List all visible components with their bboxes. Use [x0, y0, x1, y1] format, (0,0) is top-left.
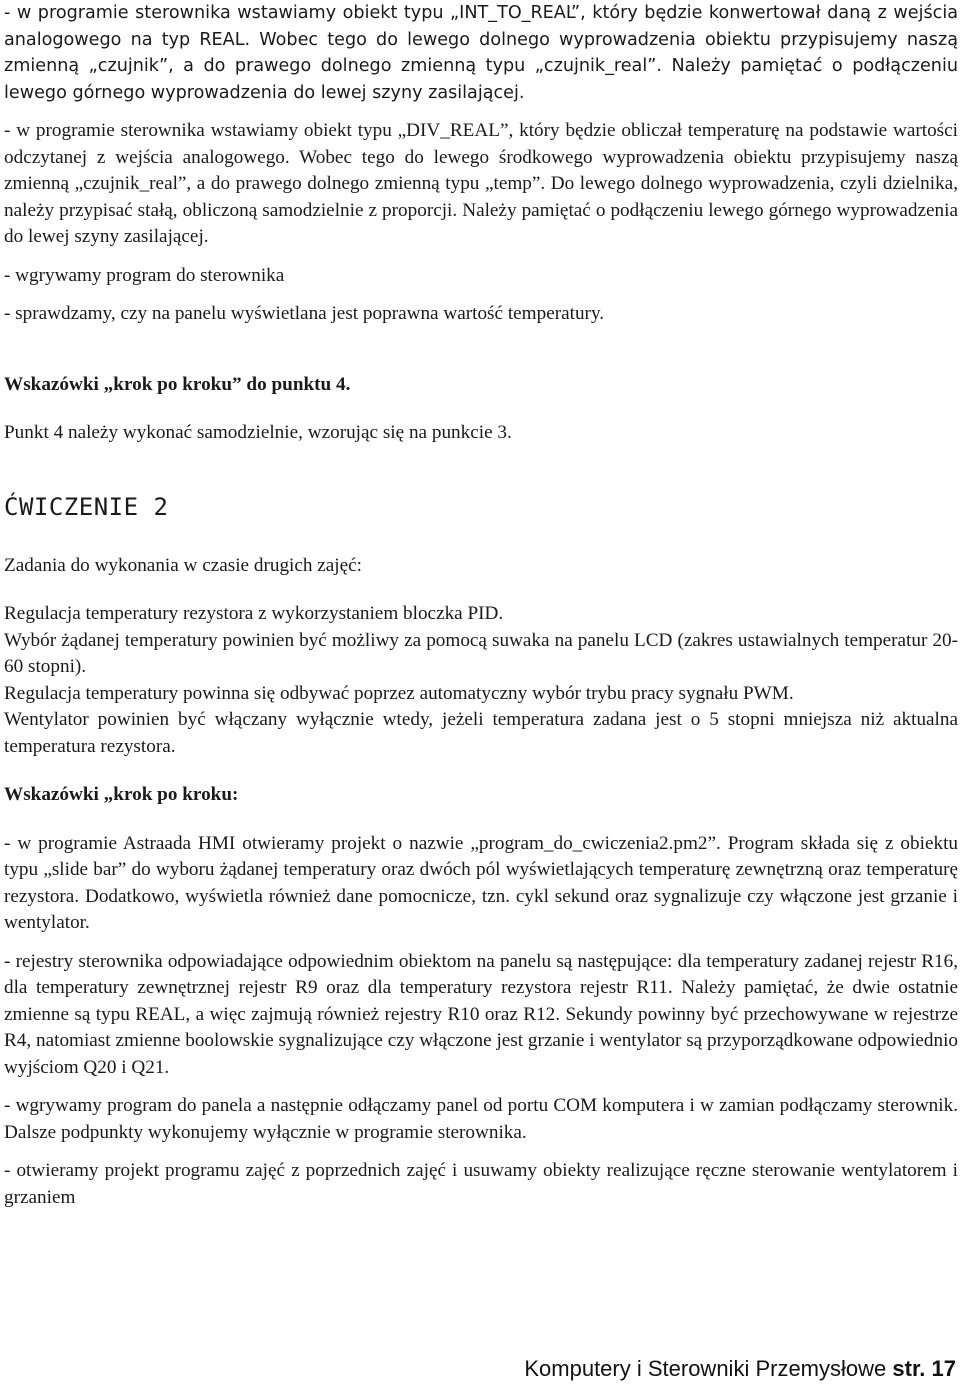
paragraph-upload-program: - wgrywamy program do sterownika: [4, 264, 285, 286]
hint-point-4-heading: Wskazówki „krok po kroku” do punktu 4.: [4, 373, 351, 395]
task-line-fan: Wentylator powinien być włączany wyłącznie wtedy, jeżeli temperatura zadana jest o 5 stopni mniejsza niż aktualna temperatura rezystora.: [4, 709, 958, 757]
step-upload-to-panel: - wgrywamy program do panela a następnie odłączamy panel od portu COM komputera i w zamian podłączamy sterownik. Dalsze podpunkty wykonujemy wyłącznie w programie sterownika.: [4, 1095, 958, 1143]
step-open-previous-project: - otwieramy projekt programu zajęć z poprzednich zajęć i usuwamy obiekty realizujące ręczne sterowanie wentylatorem i grzaniem: [4, 1160, 958, 1208]
step-registers: - rejestry sterownika odpowiadające odpowiednim obiektom na panelu są następujące: dla temperatury zadanej rejestr R16, dla temperatury zewnętrznej rejestr R9 oraz dla temperatury rezystora rejestr R11. Należy pamiętać, że dwie ostatnie zmienne są typu REAL, a więc zajmują również rejestry R10 oraz R12. Sekundy powinny być przechowywane w rejestrze R4, natomiast zmienne boolowskie sygnalizujące czy włączone jest grzanie i wentylator są przyporządkowane odpowiednio wyjściom Q20 i Q21.: [4, 950, 958, 1078]
step-open-hmi-project: - w programie Astraada HMI otwieramy projekt o nazwie „program_do_cwiczenia2.pm2”. Program składa się z obiektu typu „slide bar” do wyboru żądanej temperatury oraz dwóch pól wyświetlających temperaturę zewnętrzną oraz temperaturę rezystora. Dodatkowo, wyświetla również dane pomocnicze, tzn. cykl sekund oraz sygnalizuje czy włączone jest grzanie i wentylator.: [4, 832, 958, 933]
page-footer: [524, 1355, 956, 1383]
footer-course-name: Komputery i Sterowniki Przemysłowe: [524, 1356, 887, 1381]
paragraph-check-panel: - sprawdzamy, czy na panelu wyświetlana jest poprawna wartość temperatury.: [4, 303, 605, 324]
exercise-2-heading: ĆWICZENIE 2: [4, 492, 169, 521]
task-line-pwm: Regulacja temperatury powinna się odbywać poprzez automatyczny wybór trybu pracy sygnału PWM.: [4, 682, 794, 704]
document-page: [4, 0, 958, 1211]
task-line-slider: Wybór żądanej temperatury powinien być możliwy za pomocą suwaka na panelu LCD (zakres ustawialnych temperatur 20-60 stopni).: [4, 629, 958, 677]
hint-point-4-text: Punkt 4 należy wykonać samodzielnie, wzorując się na punkcie 3.: [4, 422, 512, 443]
paragraph-div-real: - w programie sterownika wstawiamy obiekt typu „DIV_REAL”, który będzie obliczał temperaturę na podstawie wartości odczytanej z wejścia analogowego. Wobec tego do lewego środkowego wyprowadzenia obiektu przypisujemy naszą zmienną „czujnik_real”, a do prawego dolnego zmienną typu „temp”. Do lewego dolnego wyprowadzenia, czyli dzielnika, należy przypisać stałą, obliczoną samodzielnie z proporcji. Należy pamiętać o podłączeniu lewego górnego wyprowadzenia do lewej szyny zasilającej.: [4, 120, 958, 247]
paragraph-int-to-real: - w programie sterownika wstawiamy obiekt typu „INT_TO_REAL”, który będzie konwertował daną z wejścia analogowego na typ REAL. Wobec tego do lewego dolnego wyprowadzenia obiektu przypisujemy naszą zmienną „czujnik”, a do prawego dolnego zmienną typu „czujnik_real”. Należy pamiętać o podłączeniu lewego górnego wyprowadzenia do lewej szyny zasilającej.: [4, 3, 958, 103]
task-line-pid: Regulacja temperatury rezystora z wykorzystaniem bloczka PID.: [4, 603, 504, 624]
page-number: str. 17: [892, 1356, 956, 1381]
step-by-step-heading: Wskazówki „krok po kroku:: [4, 784, 239, 805]
tasks-heading: Zadania do wykonania w czasie drugich zajęć:: [4, 554, 363, 576]
